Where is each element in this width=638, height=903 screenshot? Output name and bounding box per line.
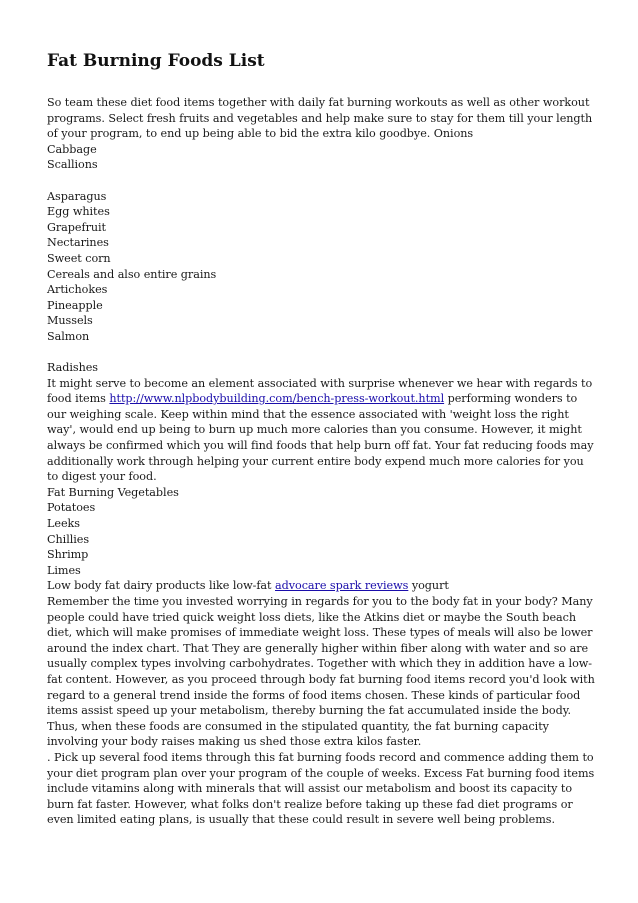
article-body bbox=[47, 95, 595, 828]
list-item: Mussels bbox=[47, 314, 93, 328]
paragraph-text: performing wonders to our weighing scale. Keep within mind that the essence associated with 'weight loss the right way', would end up being to burn up much more calories than you consume. However, it might always be confirmed which you will find foods that help burn off fat. Your fat reducing foods may additionally work through helping your current entire body expend much more calories for you to digest your food. bbox=[47, 392, 594, 484]
list-item: Shrimp bbox=[47, 548, 89, 562]
list-item: Potatoes bbox=[47, 501, 96, 515]
paragraph-text: Low body fat dairy products like low-fat bbox=[47, 579, 272, 593]
list-item: Limes bbox=[47, 563, 81, 577]
list-item: Grapefruit bbox=[47, 220, 107, 234]
list-item: Radishes bbox=[47, 361, 98, 375]
list-item: Pineapple bbox=[47, 298, 103, 312]
body-paragraph bbox=[47, 376, 595, 485]
body-paragraph: Remember the time you invested worrying in regards for you to the body fat in your body? Many people could have tried quick weight loss diets, like the Atkins diet or maybe the South beach diet, which will make promises of immediate weight loss. These types of meals will also be lower around the index chart. That They are generally higher within fiber along with water and so are usually complex types involving carbohydrates. Together with which they in addition have a low-fat content. However, as you proceed through body fat burning food items record you'd look with regard to a general trend inside the forms of food items chosen. These kinds of particular food items assist speed up your metabolism, thereby burning the fat accumulated inside the body. Thus, when these foods are consumed in the stipulated quantity, the fat burning capacity involving your body raises making us shed those extra kilos faster. bbox=[47, 595, 595, 749]
list-item: Leeks bbox=[47, 517, 80, 531]
body-paragraph bbox=[47, 578, 595, 594]
paragraph-text: yogurt bbox=[411, 579, 449, 593]
blank-line bbox=[47, 345, 595, 361]
blank-line bbox=[47, 173, 595, 189]
list-item: Scallions bbox=[47, 158, 98, 172]
bench-press-workout-link[interactable]: http://www.nlpbodybuilding.com/bench-press-workout.html bbox=[109, 392, 445, 406]
paragraph-text: It might serve to become an element associated with surprise whenever we hear with regards to food items bbox=[47, 376, 593, 406]
list-item: Egg whites bbox=[47, 205, 110, 219]
list-item: Fat Burning Vegetables bbox=[47, 485, 179, 499]
advocare-spark-reviews-link[interactable]: advocare spark reviews bbox=[275, 579, 409, 593]
intro-paragraph: So team these diet food items together with daily fat burning workouts as well as other workout programs. Select fresh fruits and vegetables and help make sure to stay for them till your length of your program, to end up being able to bid the extra kilo goodbye. Onions bbox=[47, 96, 593, 141]
page-title: Fat Burning Foods List bbox=[47, 51, 265, 71]
list-item: Cabbage bbox=[47, 142, 97, 156]
document-page bbox=[47, 50, 595, 828]
list-item: Nectarines bbox=[47, 236, 109, 250]
list-item: Salmon bbox=[47, 329, 90, 343]
list-item: Chillies bbox=[47, 532, 90, 546]
list-item: Artichokes bbox=[47, 283, 108, 297]
list-item: Sweet corn bbox=[47, 251, 111, 265]
list-item: Asparagus bbox=[47, 189, 107, 203]
list-item: Cereals and also entire grains bbox=[47, 267, 217, 281]
body-paragraph: . Pick up several food items through this fat burning foods record and commence adding them to your diet program plan over your program of the couple of weeks. Excess Fat burning food items include vitamins along with minerals that will assist our metabolism and boost its capacity to burn fat faster. However, what folks don't realize before taking up these fad diet programs or even limited eating plans, is usually that these could result in severe well being problems. bbox=[47, 750, 595, 827]
